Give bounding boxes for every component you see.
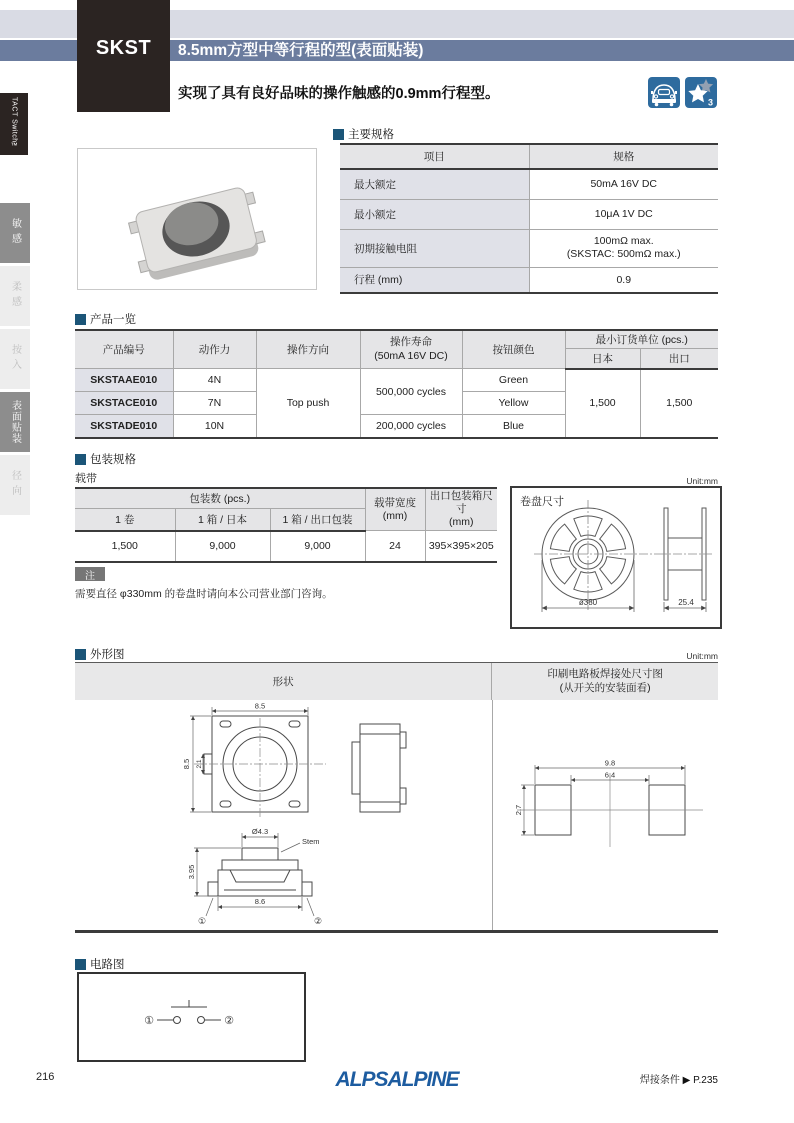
unit-label: Unit:mm	[686, 651, 718, 661]
svg-text:8.5: 8.5	[254, 702, 266, 711]
switch-outline-drawing	[150, 702, 480, 928]
col-qty: 包装数 (pcs.)	[75, 488, 365, 509]
outline-column-divider	[492, 700, 493, 930]
unit-label: Unit:mm	[686, 476, 718, 486]
car-icon	[648, 77, 680, 108]
circuit-diagram	[79, 974, 300, 1056]
table-row: 初期接触电阻 100mΩ max. (SKSTAC: 500mΩ max.)	[340, 229, 718, 267]
product-photo	[77, 148, 317, 290]
page-subtitle: 实现了具有良好品味的操作触感的0.9mm行程型。	[178, 86, 500, 102]
col-moq-japan: 日本	[565, 349, 640, 369]
col-box-japan: 1 箱 / 日本	[175, 509, 270, 531]
svg-text:②: ②	[224, 1015, 234, 1027]
sidebar-tab-soft: 柔感	[0, 266, 30, 326]
section-marker-icon	[75, 649, 86, 660]
series-name: SKST	[95, 37, 152, 59]
svg-text:8.5: 8.5	[182, 758, 191, 770]
soldering-conditions-link[interactable]: 焊接条件 ▶ P.235	[639, 1075, 718, 1086]
section-title-packaging: 包装规格	[75, 451, 136, 467]
col-life: 操作寿命 (50mA 16V DC)	[360, 330, 462, 369]
section-title-outline: 外形图	[75, 646, 125, 662]
svg-text:6.4: 6.4	[604, 770, 616, 780]
table-row: 最小额定 10μA 1V DC	[340, 199, 718, 229]
svg-text:①: ①	[144, 1015, 154, 1027]
svg-text:Stem: Stem	[302, 837, 320, 846]
svg-text:ø380: ø380	[578, 598, 598, 607]
col-shape: 形状	[75, 663, 492, 700]
product-line-tab: TACT Switch™	[0, 93, 28, 155]
col-moq-export: 出口	[640, 349, 718, 369]
automotive-grade-badge	[648, 77, 680, 108]
svg-text:8.6: 8.6	[254, 897, 266, 906]
section-marker-icon	[75, 959, 86, 970]
star-icon	[685, 77, 717, 108]
sidebar-tab-push: 按入	[0, 329, 30, 389]
col-force: 动作力	[173, 330, 256, 369]
col-tape-width: 载带宽度 (mm)	[365, 488, 425, 531]
sidebar-tab-radial: 径向	[0, 455, 30, 515]
packaging-table	[75, 487, 497, 563]
specs-table	[340, 143, 718, 294]
svg-text:9.8: 9.8	[604, 758, 616, 768]
specs-col-spec: 规格	[529, 144, 718, 169]
products-table	[75, 329, 718, 439]
svg-text:Ø4.3: Ø4.3	[251, 827, 269, 836]
section-marker-icon	[75, 454, 86, 465]
specs-col-item: 项目	[340, 144, 529, 169]
section-title-specs: 主要规格	[333, 126, 394, 142]
col-reel: 1 卷	[75, 509, 175, 531]
col-direction: 操作方向	[256, 330, 360, 369]
switch-front-view	[208, 848, 312, 896]
circuit-diagram-panel	[77, 972, 306, 1062]
section-marker-icon	[333, 129, 344, 140]
table-row: 最大额定 50mA 16V DC	[340, 169, 718, 199]
table-row: SKSTADE010 10N 200,000 cycles Blue	[75, 415, 718, 438]
section-title-products: 产品一览	[75, 311, 136, 327]
col-part-no: 产品编号	[75, 330, 173, 369]
sidebar-tab-tactile: 敏感	[0, 203, 30, 263]
packaging-subtitle: 载带	[75, 473, 97, 485]
col-box-export: 1 箱 / 出口包装	[270, 509, 365, 531]
svg-text:3: 3	[707, 97, 713, 108]
svg-text:②: ②	[313, 916, 323, 926]
note-badge: 注	[75, 567, 105, 581]
svg-text:3.95: 3.95	[187, 864, 196, 880]
page-number: 216	[36, 1071, 55, 1083]
svg-text:①: ①	[197, 916, 207, 926]
note-text: 需要直径 φ330mm 的卷盘时请向本公司营业部门咨询。	[75, 588, 333, 600]
star-rating-badge	[685, 77, 717, 108]
table-row: 行程 (mm) 0.9	[340, 267, 718, 293]
col-carton: 出口包装箱尺寸 (mm)	[425, 488, 497, 531]
col-color: 按钮颜色	[462, 330, 565, 369]
outline-table-header	[75, 662, 718, 701]
reel-dimensions-panel	[510, 486, 722, 629]
svg-text:25.4: 25.4	[678, 598, 694, 607]
table-row: 1,500 9,000 9,000 24 395×395×205	[75, 531, 497, 562]
svg-text:2.7: 2.7	[514, 804, 523, 816]
section-title-circuit: 电路图	[75, 956, 125, 972]
switch-side-view	[352, 724, 406, 812]
section-marker-icon	[75, 314, 86, 325]
table-row: SKSTACE010 7N Yellow	[75, 392, 718, 415]
brand-logo: ALPSALPINE	[335, 1068, 459, 1091]
page-title: 8.5mm方型中等行程的型(表面贴装)	[178, 42, 424, 59]
reel-panel-title: 卷盘尺寸	[520, 496, 564, 508]
table-row: SKSTAAE010 4N Top push 500,000 cycles Green 1,500 1,500	[75, 369, 718, 392]
sidebar-tab-smd: 表面贴装	[0, 392, 30, 452]
pcb-pad-drawing	[505, 745, 715, 860]
tact-switch-photo	[78, 149, 314, 287]
col-pcb-pattern: 印刷电路板焊接处尺寸图 (从开关的安装面看)	[547, 667, 663, 694]
svg-text:2.1: 2.1	[196, 759, 203, 769]
col-moq: 最小订货单位 (pcs.)	[565, 330, 718, 349]
